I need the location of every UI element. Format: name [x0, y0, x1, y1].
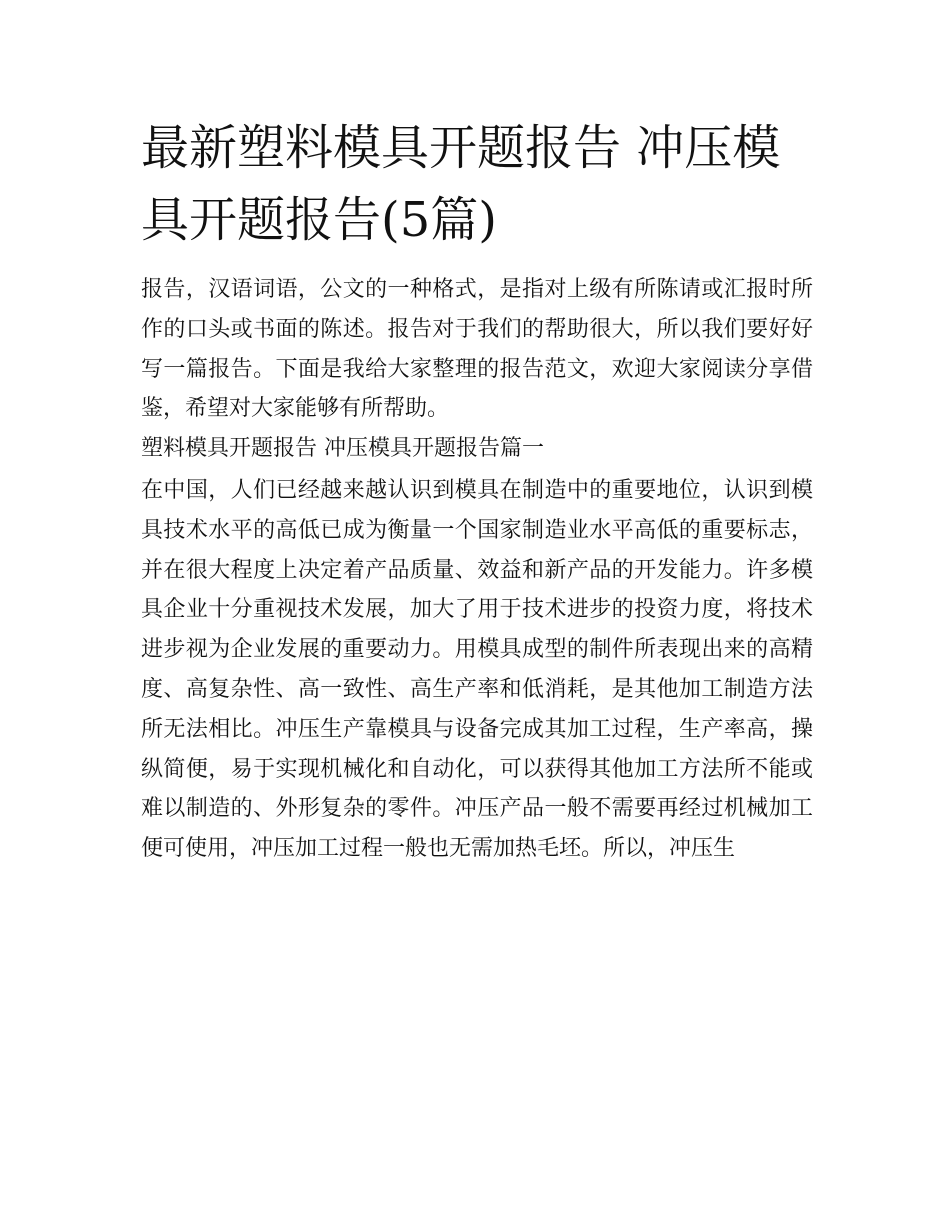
section-body-paragraph: 在中国，人们已经越来越认识到模具在制造中的重要地位，认识到模具技术水平的高低已成为衡量一个国家制造业水平高低的重要标志，并在很大程度上决定着产品质量、效益和新产品的开发能力。许多模具企业十分重视技术发展，加大了用于技术进步的投资力度，将技术进步视为企业发展的重要动力。用模具成型的制件所表现出来的高精度、高复杂性、高一致性、高生产率和低消耗，是其他加工制造方法所无法相比。冲压生产靠模具与设备完成其加工过程，生产率高，操纵简便，易于实现机械化和自动化，可以获得其他加工方法所不能或难以制造的、外形复杂的零件。冲压产品一般不需要再经过机械加工便可使用，冲压加工过程一般也无需加热毛坯。所以，冲压生	[141, 477, 813, 862]
intro-paragraph: 报告，汉语词语，公文的一种格式，是指对上级有所陈请或汇报时所作的口头或书面的陈述。报告对于我们的帮助很大，所以我们要好好写一篇报告。下面是我给大家整理的报告范文，欢迎大家阅读分享借鉴，希望对大家能够有所帮助。	[141, 277, 813, 422]
document-content	[141, 112, 813, 869]
section-heading: 塑料模具开题报告 冲压模具开题报告篇一	[141, 436, 544, 462]
document-title: 最新塑料模具开题报告 冲压模具开题报告(5篇)	[141, 120, 781, 248]
